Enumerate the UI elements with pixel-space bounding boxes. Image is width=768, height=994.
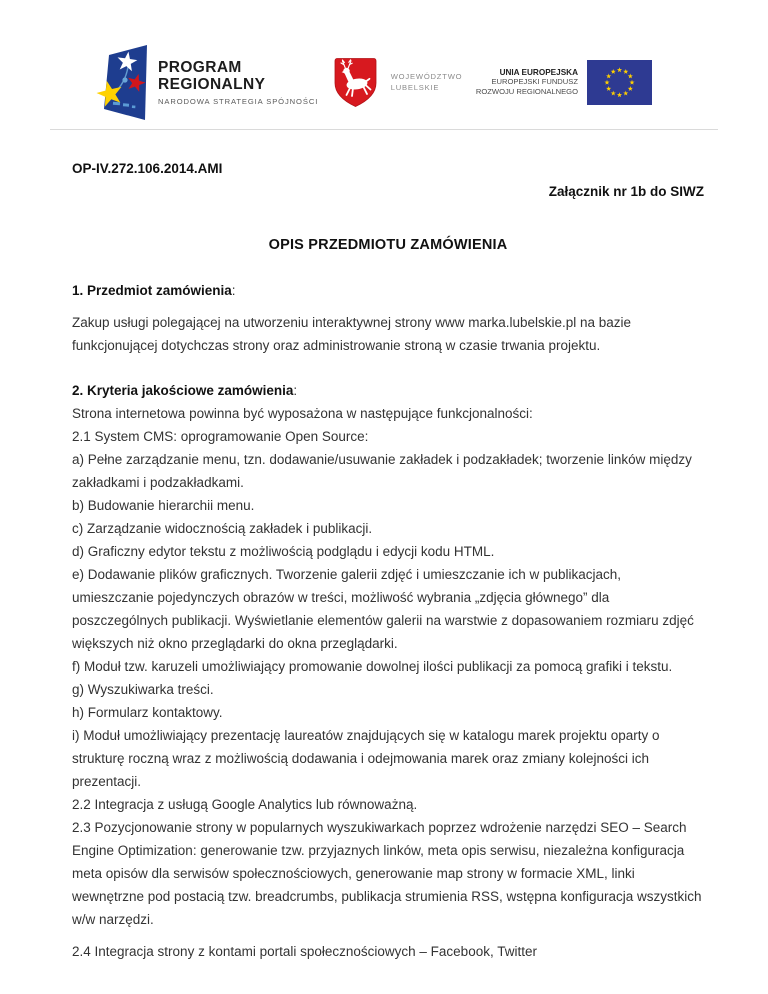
requirement-item-2-4: 2.4 Integracja strony z kontami portali społecznościowych – Facebook, Twitter <box>72 944 537 959</box>
lubelskie-logo <box>332 56 463 109</box>
attachment-label: Załącznik nr 1b do SIWZ <box>548 184 704 199</box>
requirement-item-2-2: 2.2 Integracja z usługą Google Analytics lub równoważną. <box>72 797 418 812</box>
lubelskie-text-line1: WOJEWÓDZTWO <box>390 72 463 81</box>
eu-text-line1: UNIA EUROPEJSKA <box>499 67 578 77</box>
eu-text-line3: ROZWOJU REGIONALNEGO <box>475 86 578 96</box>
nss-flag-icon <box>95 42 152 122</box>
lubelskie-coat-of-arms-icon <box>332 56 379 109</box>
eu-text-line2: EUROPEJSKI FUNDUSZ <box>491 77 578 87</box>
eu-logo-text <box>476 68 578 97</box>
nss-logo-text <box>158 59 318 106</box>
section-2-intro: Strona internetowa powinna być wyposażona w następujące funkcjonalności: <box>72 406 533 421</box>
requirement-item-d: d) Graficzny edytor tekstu z możliwością podglądu i edycji kodu HTML. <box>72 544 495 559</box>
section-1-heading <box>72 279 704 302</box>
requirement-item-e: e) Dodawanie plików graficznych. Tworzenie galerii zdjęć i umieszczanie ich w publikacjach, umieszczanie pojedynczych obrazów w treści, możliwość wybrania „zdjęcia głównego” dla poszczególnych publikacji. Wyświetlanie elementów galerii na warstwie z dopasowaniem rozmiaru zdjęć większych niż okno przeglądarki do okna przeglądarki. <box>72 567 694 651</box>
requirement-item-f: f) Moduł tzw. karuzeli umożliwiający promowanie dowolnej ilości publikacji za pomocą grafiki i tekstu. <box>72 659 673 674</box>
section-1-paragraph: Zakup usługi polegającej na utworzeniu interaktywnej strony www marka.lubelskie.pl na bazie funkcjonującej dotychczas strony oraz administrowanie stroną w czasie trwania projektu. <box>72 315 632 353</box>
eu-flag-icon <box>587 60 652 105</box>
document-body <box>0 130 768 963</box>
section-1-heading-colon: : <box>231 283 236 298</box>
requirement-item-c: c) Zarządzanie widocznością zakładek i publikacji. <box>72 521 373 536</box>
section-1-heading-text: 1. Przedmiot zamówienia <box>72 283 232 298</box>
page-title: OPIS PRZEDMIOTU ZAMÓWIENIA <box>268 237 508 253</box>
requirement-item-b: b) Budowanie hierarchii menu. <box>72 498 255 513</box>
nss-title-line2: REGIONALNY <box>158 75 266 93</box>
lubelskie-logo-text <box>391 71 463 93</box>
eu-logo <box>476 60 652 105</box>
requirement-item-2-1: 2.1 System CMS: oprogramowanie Open Source: <box>72 429 369 444</box>
section-2-heading <box>72 379 704 402</box>
requirement-item-i: i) Moduł umożliwiający prezentację laureatów znajdujących się w katalogu marek projektu oparty o strukturę roczną wraz z możliwością dodawania i odejmowania marek oraz zmiany kolejności ich prezentacji. <box>72 728 660 789</box>
program-regionalny-logo <box>95 42 318 122</box>
nss-subtitle: NARODOWA STRATEGIA SPÓJNOŚCI <box>158 96 319 106</box>
requirement-item-a: a) Pełne zarządzanie menu, tzn. dodawanie/usuwanie zakładek i podzakładek; tworzenie linków między zakładkami i podzakładkami. <box>72 452 692 490</box>
lubelskie-text-line2: LUBELSKIE <box>390 83 440 92</box>
reference-number: OP-IV.272.106.2014.AMI <box>72 161 223 176</box>
nss-title-line1: PROGRAM <box>158 58 242 76</box>
requirement-item-g: g) Wyszukiwarka treści. <box>72 682 214 697</box>
funding-logos-header <box>0 0 768 122</box>
requirement-item-2-3: 2.3 Pozycjonowanie strony w popularnych wyszukiwarkach poprzez wdrożenie narzędzi SEO – Search Engine Optimization: generowanie tzw. przyjaznych linków, meta opis serwisu, niezależna konfiguracja meta opisów dla serwisów społecznościowych, generowanie map strony w formacie XML, linki wewnętrzne pod postacią tzw. breadcrumbs, publikacja strumienia RSS, wstępna konfiguracja wszystkich w/w narzędzi. <box>72 820 702 927</box>
section-2-heading-colon: : <box>293 383 298 398</box>
section-2-heading-text: 2. Kryteria jakościowe zamówienia <box>72 383 294 398</box>
requirement-item-h: h) Formularz kontaktowy. <box>72 705 223 720</box>
